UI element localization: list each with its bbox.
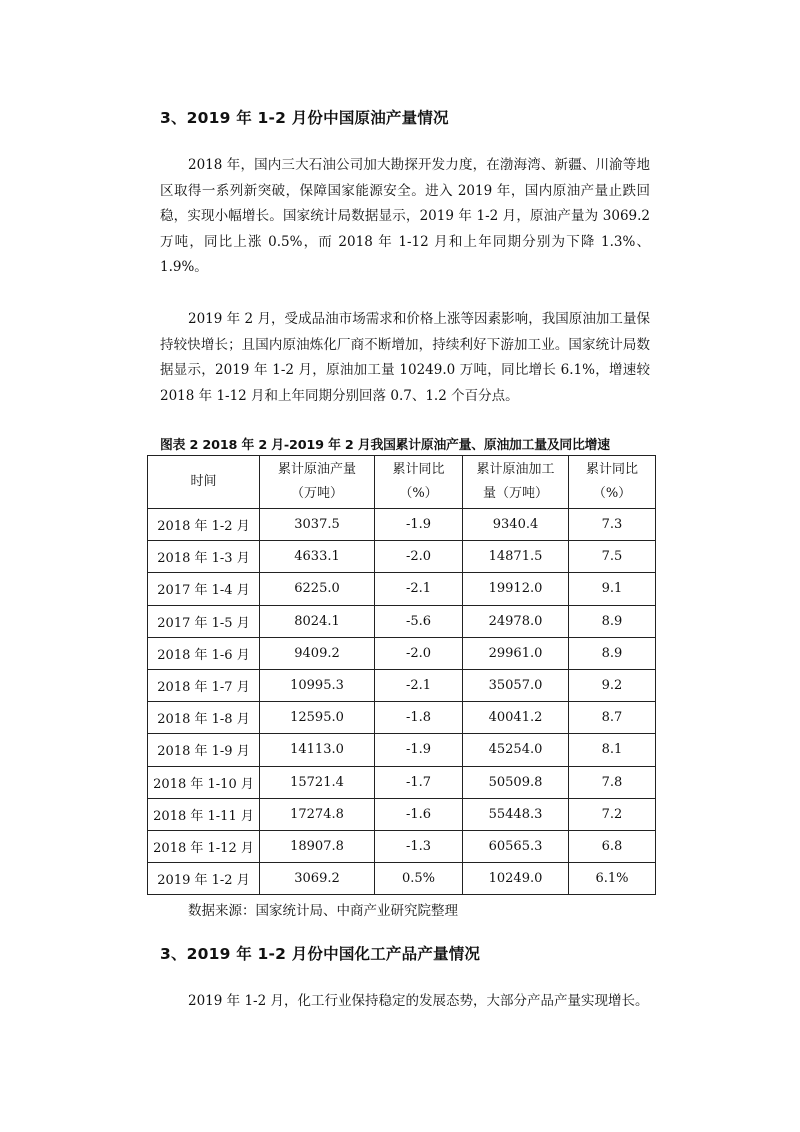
paragraph-crude-oil-processing: 2019 年 2 月，受成品油市场需求和价格上涨等因素影响，我国原油加工量保持较快增长；且国内原油炼化厂商不断增加，持续利好下游加工业。国家统计局数据显示，2019 年 1-2 月，原油加工量 10249.0 万吨，同比增长 6.1%，增速较 2018 年 1-12 月和上年同期分别回落 0.7、1.2 个百分点。 xyxy=(160,311,650,404)
table-cell: -2.1 xyxy=(375,669,463,701)
section-heading-chemical-output: 3、2019 年 1-2 月份中国化工产品产量情况 xyxy=(160,945,481,963)
table-cell: 35057.0 xyxy=(463,669,569,701)
table-cell: 12595.0 xyxy=(260,702,375,734)
header-cell: 累计原油产量 （万吨） xyxy=(260,456,375,509)
table-cell: 6.1% xyxy=(569,863,656,895)
table-cell: 2018 年 1-9 月 xyxy=(148,734,260,766)
table-caption: 图表 2 2018 年 2 月-2019 年 2 月我国累计原油产量、原油加工量及同比增速 xyxy=(160,438,610,453)
table-cell: 50509.8 xyxy=(463,766,569,798)
table-cell: 40041.2 xyxy=(463,702,569,734)
table-cell: 9.1 xyxy=(569,573,656,605)
table-cell: 14871.5 xyxy=(463,541,569,573)
table-cell: 29961.0 xyxy=(463,637,569,669)
table-cell: 2017 年 1-5 月 xyxy=(148,605,260,637)
table-cell: 2018 年 1-3 月 xyxy=(148,541,260,573)
table-cell: 2018 年 1-8 月 xyxy=(148,702,260,734)
table-cell: 7.8 xyxy=(569,766,656,798)
table-cell: 2018 年 1-12 月 xyxy=(148,830,260,862)
table-row xyxy=(148,798,656,830)
table-row xyxy=(148,605,656,637)
table-cell: 15721.4 xyxy=(260,766,375,798)
table-cell: 2019 年 1-2 月 xyxy=(148,863,260,895)
table-cell: 9340.4 xyxy=(463,509,569,541)
table-cell: 9409.2 xyxy=(260,637,375,669)
table-cell: 2018 年 1-7 月 xyxy=(148,669,260,701)
table-cell: 17274.8 xyxy=(260,798,375,830)
table-cell: 0.5% xyxy=(375,863,463,895)
table-row xyxy=(148,766,656,798)
table-cell: -1.9 xyxy=(375,734,463,766)
table-cell: 60565.3 xyxy=(463,830,569,862)
table-cell: 4633.1 xyxy=(260,541,375,573)
table-row xyxy=(148,541,656,573)
table-cell: 7.5 xyxy=(569,541,656,573)
table-cell: 2018 年 1-10 月 xyxy=(148,766,260,798)
table-cell: 45254.0 xyxy=(463,734,569,766)
table-cell: 8.9 xyxy=(569,637,656,669)
table-cell: 7.2 xyxy=(569,798,656,830)
paragraph-crude-oil-output: 2018 年，国内三大石油公司加大勘探开发力度，在渤海湾、新疆、川渝等地区取得一系列新突破，保障国家能源安全。进入 2019 年，国内原油产量止跌回稳，实现小幅增长。国家统计局数据显示，2019 年 1-2 月，原油产量为 3069.2 万吨，同比上涨 0.5%，而 2018 年 1-12 月和上年同期分别为下降 1.3%、1.9%。 xyxy=(160,157,650,275)
table-cell: -5.6 xyxy=(375,605,463,637)
table-cell: 18907.8 xyxy=(260,830,375,862)
table-cell: 7.3 xyxy=(569,509,656,541)
table-cell: 2018 年 1-11 月 xyxy=(148,798,260,830)
table-cell: -2.0 xyxy=(375,541,463,573)
table-row xyxy=(148,830,656,862)
table-cell: -1.8 xyxy=(375,702,463,734)
table-cell: 8.9 xyxy=(569,605,656,637)
table-row xyxy=(148,637,656,669)
table-cell: 6225.0 xyxy=(260,573,375,605)
table-cell: 9.2 xyxy=(569,669,656,701)
table-cell: 2018 年 1-6 月 xyxy=(148,637,260,669)
table-cell: 6.8 xyxy=(569,830,656,862)
table-row xyxy=(148,863,656,895)
table-cell: 2017 年 1-4 月 xyxy=(148,573,260,605)
paragraph-chemical-output: 2019 年 1-2 月，化工行业保持稳定的发展态势，大部分产品产量实现增长。 xyxy=(188,993,649,1009)
table-header-row xyxy=(148,456,656,509)
table-cell: -2.1 xyxy=(375,573,463,605)
table-cell: 10249.0 xyxy=(463,863,569,895)
table-cell: 3069.2 xyxy=(260,863,375,895)
table-cell: 19912.0 xyxy=(463,573,569,605)
section-heading-crude-oil-output: 3、2019 年 1-2 月份中国原油产量情况 xyxy=(160,109,449,127)
header-cell: 累计同比 （%） xyxy=(375,456,463,509)
header-cell: 累计同比 （%） xyxy=(569,456,656,509)
table-row xyxy=(148,734,656,766)
table-cell: 55448.3 xyxy=(463,798,569,830)
header-cell: 累计原油加工 量（万吨） xyxy=(463,456,569,509)
table-row xyxy=(148,702,656,734)
header-cell: 时间 xyxy=(148,456,260,509)
table-cell: -1.9 xyxy=(375,509,463,541)
table-cell: 2018 年 1-2 月 xyxy=(148,509,260,541)
data-source-note: 数据来源：国家统计局、中商产业研究院整理 xyxy=(188,903,458,919)
table-row xyxy=(148,573,656,605)
table-cell: 24978.0 xyxy=(463,605,569,637)
table-row xyxy=(148,509,656,541)
table-cell: 10995.3 xyxy=(260,669,375,701)
table-cell: -1.3 xyxy=(375,830,463,862)
table-cell: -1.6 xyxy=(375,798,463,830)
table-cell: 3037.5 xyxy=(260,509,375,541)
crude-oil-table xyxy=(147,455,656,895)
table-cell: 14113.0 xyxy=(260,734,375,766)
table-cell: -1.7 xyxy=(375,766,463,798)
table-cell: -2.0 xyxy=(375,637,463,669)
table-row xyxy=(148,669,656,701)
table-cell: 8024.1 xyxy=(260,605,375,637)
table-cell: 8.7 xyxy=(569,702,656,734)
table-cell: 8.1 xyxy=(569,734,656,766)
